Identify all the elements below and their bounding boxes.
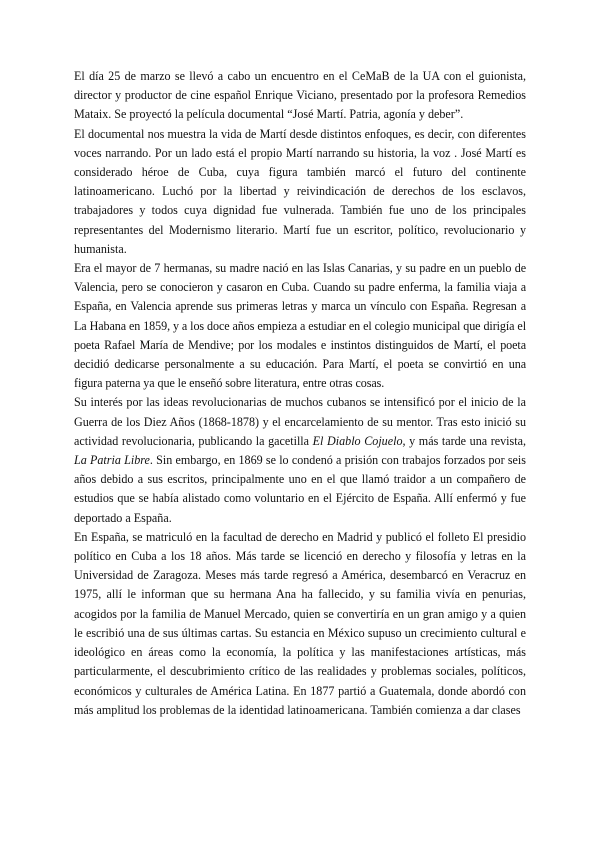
document-page	[74, 67, 526, 720]
paragraph-espana: En España, se matriculó en la facultad de derecho en Madrid y publicó el folleto El presidio político en Cuba a los 18 años. Más tarde se licenció en derecho y filosofía y letras en la Universidad de Zaragoza. Meses más tarde regresó a América, desembarcó en Veracruz en 1975, allí le informan que su hermana Ana ha fallecido, y su familia vivía en penurias, acogidos por la familia de Manuel Mercado, quien se convertiría en un gran amigo y a quien le escribió una de sus últimas cartas. Su estancia en México supuso un crecimiento cultural e ideológico en áreas como la economía, la política y las manifestaciones artísticas, más particularmente, el descubrimiento crítico de las realidades y problemas sociales, políticos, económicos y culturales de América Latina. En 1877 partió a Guatemala, donde abordó con más amplitud los problemas de la identidad latinoamericana. También comienza a dar clases	[74, 529, 526, 717]
title-la-patria-libre: La Patria Libre	[74, 453, 150, 468]
paragraph-revolucion-part1: Su interés por las ideas revolucionarias de muchos cubanos se intensificó por el inicio de la Guerra de los Diez Años (1868-1878) y el encarcelamiento de su mentor. Tras esto inició su actividad revolucionaria, publicando la gacetilla	[74, 395, 526, 448]
title-el-diablo-cojuelo: El Diablo Cojuelo,	[312, 433, 406, 448]
paragraph-revolucion-part2: y más tarde una revista,	[405, 433, 526, 448]
paragraph-encuentro: El día 25 de marzo se llevó a cabo un encuentro en el CeMaB de la UA con el guionista, director y productor de cine español Enrique Viciano, presentado por la profesora Remedios Mataix. Se proyectó la película documental “José Martí. Patria, agonía y deber”.	[74, 69, 526, 122]
paragraph-documental: El documental nos muestra la vida de Martí desde distintos enfoques, es decir, con diferentes voces narrando. Por un lado está el propio Martí narrando su historia, la voz . José Martí es considerado héroe de Cuba, cuya figura también marcó el futuro del continente latinoamericano. Luchó por la libertad y reivindicación de derechos de los esclavos, trabajadores y todos cuya dignidad fue vulnerada. También fue uno de los principales representantes del Modernismo literario. Martí fue un escritor, político, revolucionario y humanista.	[74, 126, 526, 256]
paragraph-revolucion	[74, 393, 526, 527]
paragraph-infancia: Era el mayor de 7 hermanas, su madre nació en las Islas Canarias, y su padre en un pueblo de Valencia, pero se conocieron y casaron en Cuba. Cuando su padre enferma, la familia viaja a España, en Valencia aprende sus primeras letras y marca un vínculo con España. Regresan a La Habana en 1859, y a los doce años empieza a estudiar en el colegio municipal que dirigía el poeta Rafael María de Mendive; por los modales e instintos distinguidos de Martí, el poeta decidió dedicarse personalmente a su educación. Para Martí, el poeta se convirtió en una figura paterna ya que le enseñó sobre literatura, entre otras cosas.	[74, 261, 526, 391]
paragraph-revolucion-part3: . Sin embargo, en 1869 se lo condenó a prisión con trabajos forzados por seis años debido a sus escritos, principalmente uno en el que llamó traidor a un compañero de estudios que se había alistado como voluntario en el Ejército de España. Allí enfermó y fue deportado a España.	[74, 453, 526, 525]
